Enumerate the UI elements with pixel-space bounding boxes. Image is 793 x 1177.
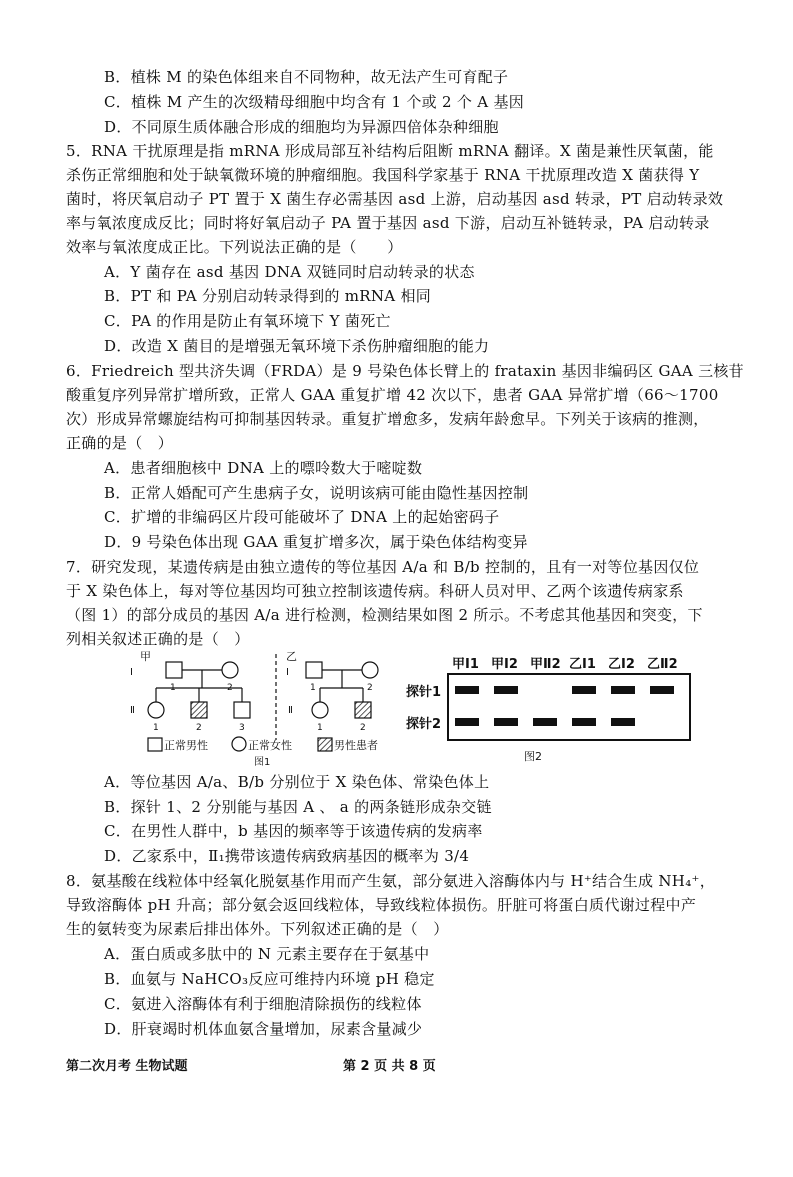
legend-patient-text: 男性患者: [334, 739, 378, 752]
footer-exam-title: 第二次月考 生物试题: [66, 1059, 188, 1074]
q6-stem-line-1: 6．Friedreich 型共济失调（FRDA）是 9 号染色体长臂上的 frataxin 基因非编码区 GAA 三核苷: [66, 362, 744, 380]
family-jia-label: 甲: [140, 650, 151, 663]
q5-stem-line-5: 效率与氧浓度成正比。下列说法正确的是（ ）: [66, 238, 403, 256]
q7-option-b: B．探针 1、2 分别能与基因 A 、 a 的两条链形成杂交链: [104, 798, 492, 816]
q5-stem-line-2: 杀伤正常细胞和处于缺氧微环境的肿瘤细胞。我国科学家基于 RNA 干扰原理改造 X 菌获得 Y: [66, 166, 700, 184]
probe2-band: [455, 718, 479, 726]
q7-option-d: D．乙家系中，Ⅱ₁携带该遗传病致病基因的概率为 3/4: [104, 847, 470, 865]
jia-ii3-num: 3: [239, 723, 245, 733]
figure1-caption: 图1: [254, 757, 271, 768]
figure1-pedigree: [126, 650, 416, 768]
yi-ii2-patient: [355, 702, 371, 718]
jia-ii2-patient: [191, 702, 207, 718]
gen2-label-jia: Ⅱ: [130, 705, 135, 716]
q4-option-d: D．不同原生质体融合形成的细胞均为异源四倍体杂种细胞: [104, 118, 499, 136]
q5-option-b: B．PT 和 PA 分别启动转录得到的 mRNA 相同: [104, 287, 432, 305]
yi-ii1-num: 1: [317, 723, 323, 733]
legend-female-symbol: [232, 737, 246, 751]
probe1-band: [455, 686, 479, 694]
q5-option-c: C．PA 的作用是防止有氧环境下 Y 菌死亡: [104, 312, 391, 330]
jia-ii1-num: 1: [153, 723, 159, 733]
q6-option-a: A．患者细胞核中 DNA 上的嘌呤数大于嘧啶数: [104, 459, 423, 477]
family-yi-label: 乙: [286, 650, 297, 663]
jia-i1-male: [166, 662, 182, 678]
figure2-caption: 图2: [524, 750, 542, 763]
q8-option-d: D．肝衰竭时机体血氨含量增加，尿素含量减少: [104, 1020, 423, 1038]
jia-i1-num: 1: [170, 683, 176, 693]
legend-male-symbol: [148, 738, 162, 751]
figure2-column-label: 乙Ⅰ2: [608, 657, 635, 672]
probe1-band: [494, 686, 518, 694]
figure2-column-label: 乙Ⅰ1: [569, 657, 596, 672]
jia-ii1-female: [148, 702, 164, 718]
q8-option-c: C．氨进入溶酶体有利于细胞清除损伤的线粒体: [104, 995, 422, 1013]
probe2-band: [533, 718, 557, 726]
q7-option-a: A．等位基因 A/a、B/b 分别位于 X 染色体、常染色体上: [104, 773, 490, 791]
q6-option-b: B．正常人婚配可产生患病子女，说明该病可能由隐性基因控制: [104, 484, 529, 502]
jia-ii2-num: 2: [196, 723, 202, 733]
q7-stem-line-4: 列相关叙述正确的是（ ）: [66, 630, 250, 648]
probe1-band: [650, 686, 674, 694]
q8-stem-line-3: 生的氨转变为尿素后排出体外。下列叙述正确的是（ ）: [66, 920, 449, 938]
q8-stem-line-1: 8．氨基酸在线粒体中经氧化脱氨基作用而产生氨，部分氨进入溶酶体内与 H⁺结合生成 NH₄⁺，: [66, 872, 716, 890]
q5-stem-line-3: 菌时，将厌氧启动子 PT 置于 X 菌生存必需基因 asd 上游，启动基因 asd 转录，PT 启动转录效: [66, 190, 724, 208]
figure2-probe-result: [404, 652, 694, 764]
q6-option-c: C．扩增的非编码区片段可能破坏了 DNA 上的起始密码子: [104, 508, 500, 526]
yi-i1-num: 1: [310, 683, 316, 693]
legend-male-text: 正常男性: [164, 739, 208, 752]
q6-stem-line-2: 酸重复序列异常扩增所致，正常人 GAA 重复扩增 42 次以下，患者 GAA 异常扩增（66～1700: [66, 386, 719, 404]
yi-i2-female: [362, 662, 378, 678]
yi-ii1-female: [312, 702, 328, 718]
probe2-band: [494, 718, 518, 726]
q8-stem-line-2: 导致溶酶体 pH 升高；部分氨会返回线粒体，导致线粒体损伤。肝脏可将蛋白质代谢过程中产: [66, 896, 697, 914]
q5-stem-line-4: 率与氧浓度成反比；同时将好氧启动子 PA 置于基因 asd 下游，启动互补链转录，PA 启动转录: [66, 214, 710, 232]
yi-ii2-num: 2: [360, 723, 366, 733]
legend-patient-symbol: [318, 738, 332, 751]
q5-option-d: D．改造 X 菌目的是增强无氧环境下杀伤肿瘤细胞的能力: [104, 337, 490, 355]
gen2-label-yi: Ⅱ: [288, 705, 293, 716]
jia-i2-female: [222, 662, 238, 678]
footer-page-number: 第 2 页 共 8 页: [343, 1059, 436, 1074]
q7-stem-line-3: （图 1）的部分成员的基因 A/a 进行检测，检测结果如图 2 所示。不考虑其他基因和突变，下: [66, 606, 703, 624]
legend-female-text: 正常女性: [248, 739, 292, 752]
q8-option-a: A．蛋白质或多肽中的 N 元素主要存在于氨基中: [104, 945, 430, 963]
gen1-label-jia: Ⅰ: [130, 667, 133, 678]
probe1-band: [611, 686, 635, 694]
probe1-band: [572, 686, 596, 694]
q5-option-a: A．Y 菌存在 asd 基因 DNA 双链同时启动转录的状态: [104, 263, 475, 281]
figure2-column-label: 乙Ⅱ2: [647, 657, 678, 672]
q4-option-c: C．植株 M 产生的次级精母细胞中均含有 1 个或 2 个 A 基因: [104, 93, 525, 111]
q5-stem-line-1: 5．RNA 干扰原理是指 mRNA 形成局部互补结构后阻断 mRNA 翻译。X 菌是兼性厌氧菌，能: [66, 142, 714, 160]
figure2-column-label: 甲Ⅰ1: [452, 657, 479, 672]
yi-i1-male: [306, 662, 322, 678]
q4-option-b: B．植株 M 的染色体组来自不同物种，故无法产生可育配子: [104, 68, 509, 86]
q7-stem-line-1: 7．研究发现，某遗传病是由独立遗传的等位基因 A/a 和 B/b 控制的，且有一对等位基因仅位: [66, 558, 700, 576]
yi-i2-num: 2: [367, 683, 373, 693]
probe2-band: [572, 718, 596, 726]
probe1-label: 探针1: [406, 685, 442, 700]
jia-ii3-male: [234, 702, 250, 718]
figure2-frame: [448, 674, 690, 740]
q7-stem-line-2: 于 X 染色体上，每对等位基因均可独立控制该遗传病。科研人员对甲、乙两个该遗传病家系: [66, 582, 684, 600]
q7-option-c: C．在男性人群中，b 基因的频率等于该遗传病的发病率: [104, 822, 483, 840]
q6-stem-line-4: 正确的是（ ）: [66, 434, 174, 452]
figure2-column-label: 甲Ⅱ2: [530, 657, 561, 672]
probe2-label: 探针2: [406, 717, 442, 732]
gen1-label-yi: Ⅰ: [286, 667, 289, 678]
q8-option-b: B．血氨与 NaHCO₃反应可维持内环境 pH 稳定: [104, 970, 435, 988]
figure2-column-label: 甲Ⅰ2: [491, 657, 518, 672]
jia-i2-num: 2: [227, 683, 233, 693]
q6-stem-line-3: 次）形成异常螺旋结构可抑制基因转录。重复扩增愈多，发病年龄愈早。下列关于该病的推测，: [66, 410, 709, 428]
q6-option-d: D．9 号染色体出现 GAA 重复扩增多次，属于染色体结构变异: [104, 533, 528, 551]
probe2-band: [611, 718, 635, 726]
